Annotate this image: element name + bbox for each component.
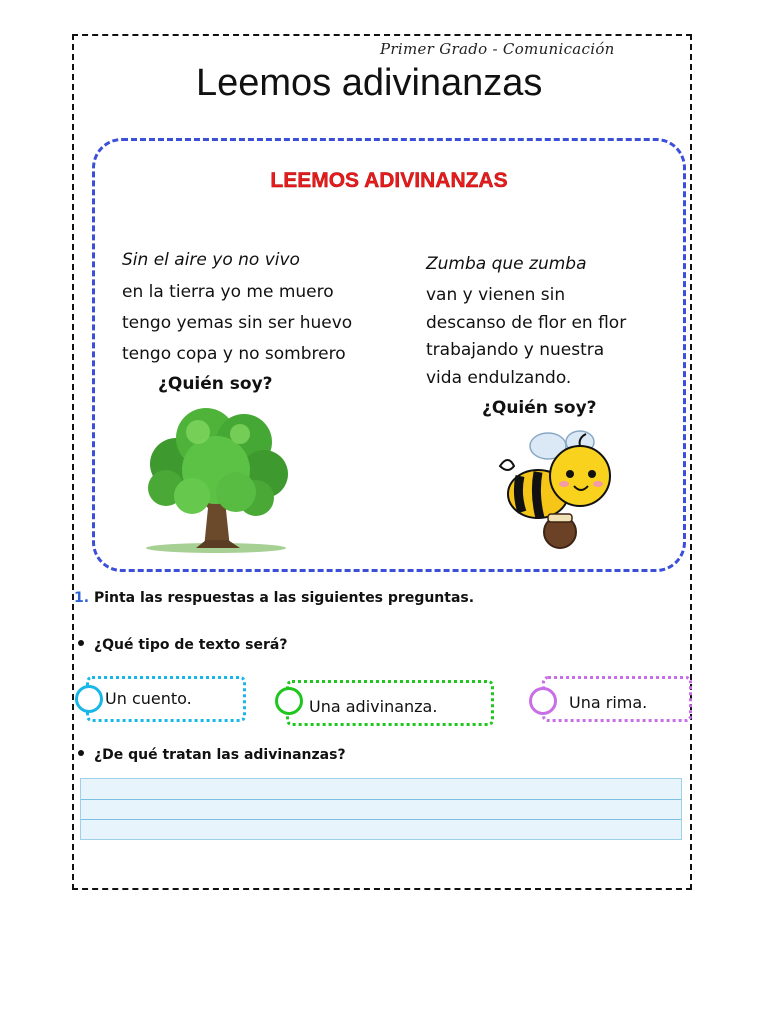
activity-instruction: 1. Pinta las respuestas a las siguientes preguntas.: [74, 590, 475, 606]
option-cuento[interactable]: [86, 676, 246, 722]
option-adivinanza-label: Una adivinanza.: [309, 697, 438, 716]
riddle-1-line-1: Sin el aire yo no vivo: [122, 250, 300, 270]
option-circle-icon[interactable]: [275, 687, 303, 715]
question-2: [78, 747, 346, 763]
writing-line: [81, 799, 681, 800]
question-1-text: ¿Qué tipo de texto será?: [94, 637, 288, 653]
option-adivinanza[interactable]: [286, 680, 494, 726]
question-1: [78, 637, 287, 653]
riddle-1-line-2: en la tierra yo me muero: [122, 282, 334, 302]
riddle-1-line-4: tengo copa y no sombrero: [122, 344, 346, 364]
bee-illustration: [494, 428, 616, 552]
riddle-box-title: LEEMOS ADIVINANZAS: [270, 169, 508, 192]
writing-line: [81, 819, 681, 820]
riddle-1-question: ¿Quién soy?: [158, 374, 273, 394]
tree-illustration: [136, 404, 296, 554]
riddle-1-line-3: tengo yemas sin ser huevo: [122, 313, 353, 333]
page-title: Leemos adivinanzas: [196, 62, 543, 104]
option-rima[interactable]: [542, 676, 692, 722]
riddle-2-question: ¿Quién soy?: [482, 398, 597, 418]
bullet-icon: [78, 640, 84, 646]
option-rima-label: Una rima.: [569, 693, 648, 712]
activity-number: 1: [74, 590, 84, 606]
question-2-text: ¿De qué tratan las adivinanzas?: [94, 747, 346, 763]
option-circle-icon[interactable]: [75, 685, 103, 713]
answer-writing-lines[interactable]: [80, 778, 682, 840]
riddle-2-line-1: Zumba que zumba: [426, 254, 587, 274]
option-circle-icon[interactable]: [529, 687, 557, 715]
bullet-icon: [78, 750, 84, 756]
riddle-2-line-5: vida endulzando.: [426, 368, 572, 388]
riddle-2-line-4: trabajando y nuestra: [426, 340, 605, 360]
riddle-2-line-2: van y vienen sin: [426, 285, 566, 305]
grade-label: Primer Grado - Comunicación: [380, 40, 615, 58]
activity-instruction-text: Pinta las respuestas a las siguientes preguntas.: [93, 590, 475, 606]
riddle-2-line-3: descanso de flor en flor: [426, 313, 627, 333]
option-cuento-label: Un cuento.: [105, 689, 192, 708]
